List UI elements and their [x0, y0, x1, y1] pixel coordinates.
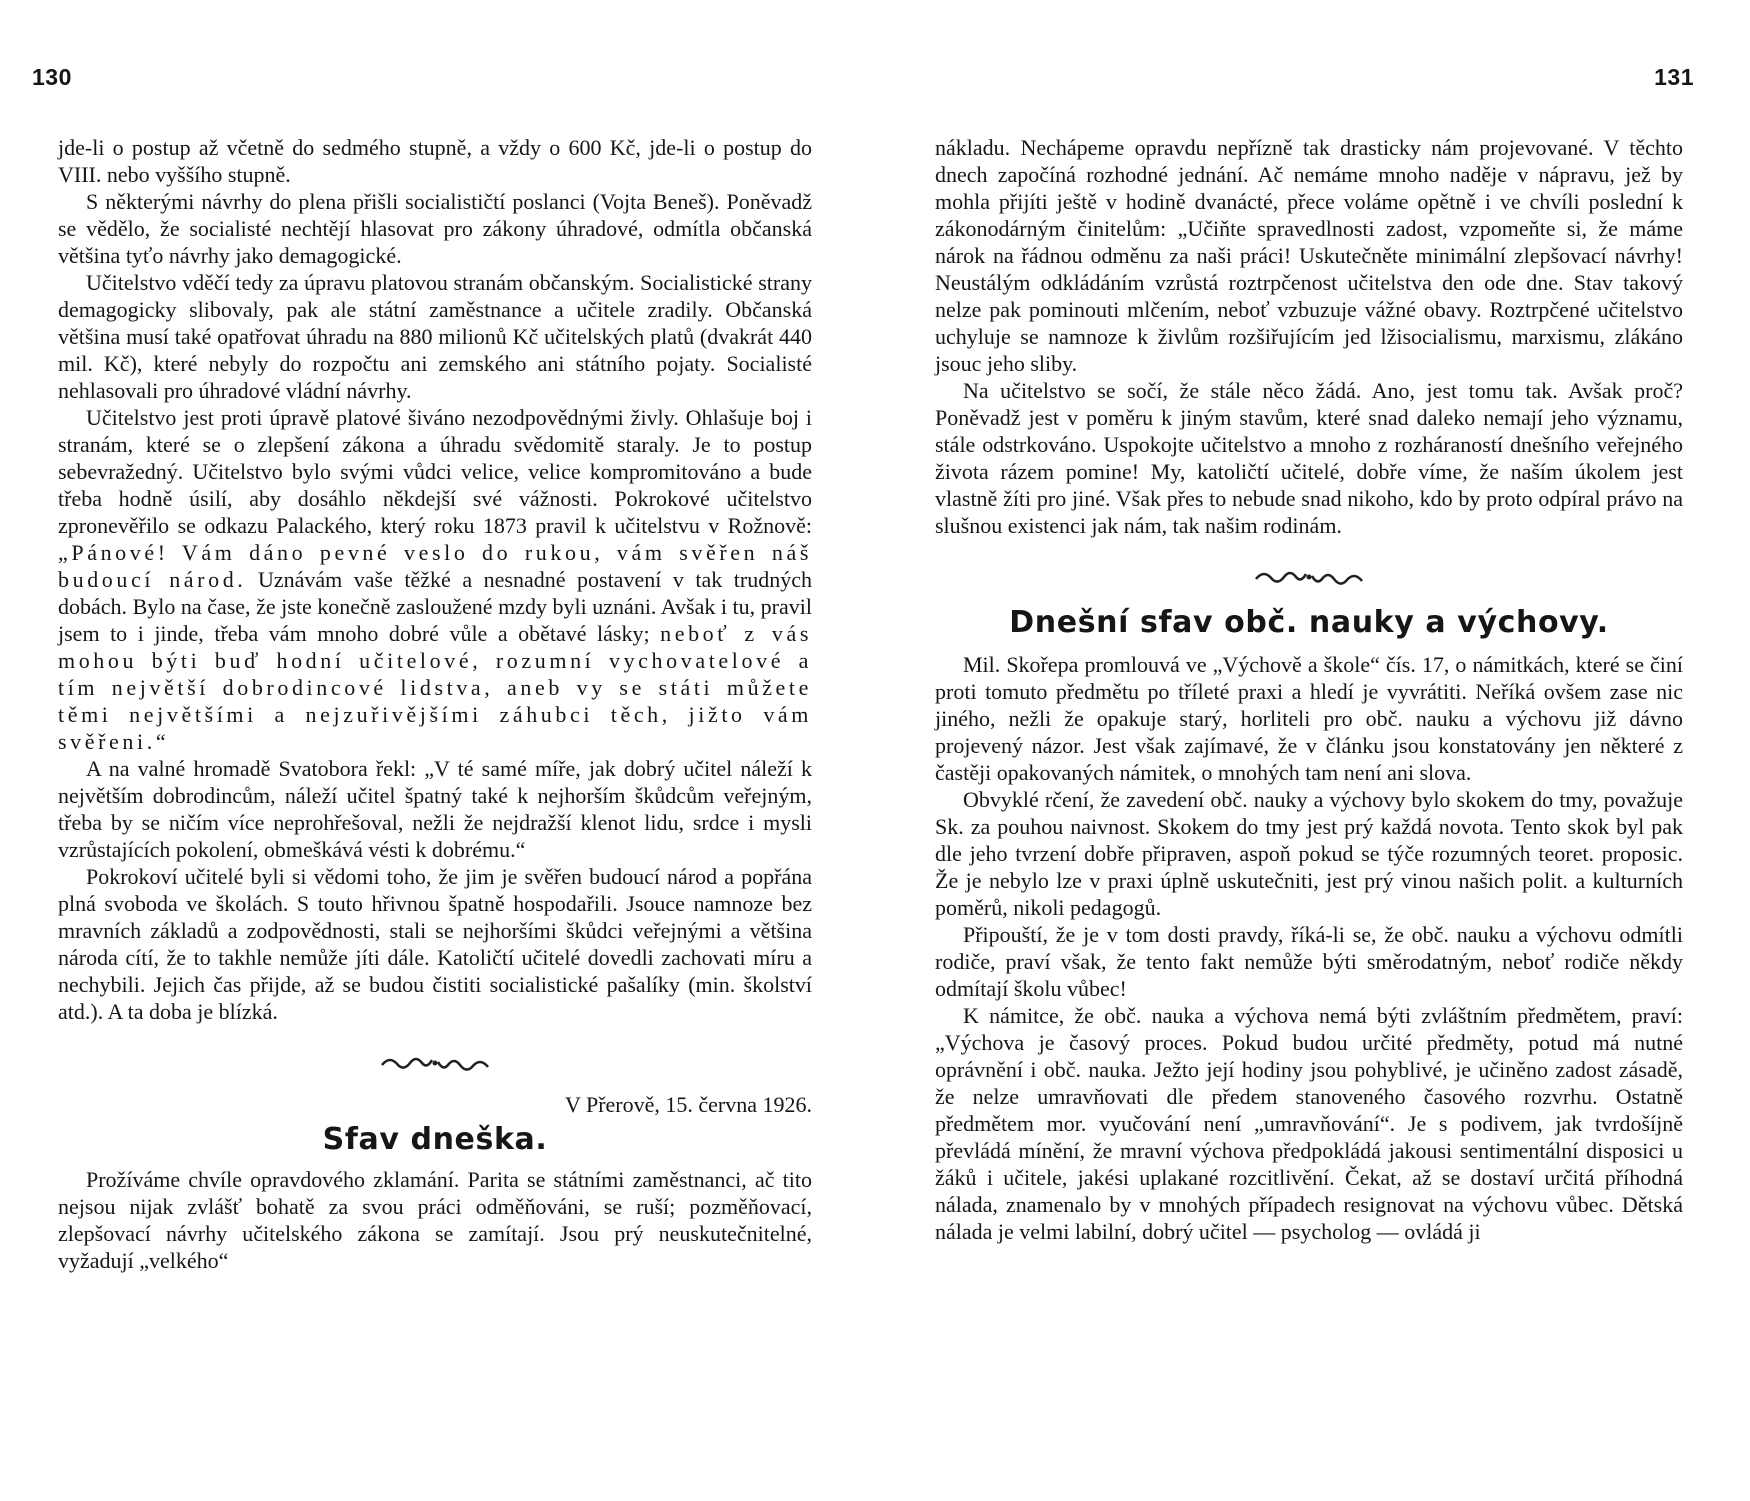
left-text-column	[58, 134, 812, 1274]
paragraph: Připouští, že je v tom dosti pravdy, říká-li se, že obč. nauku a výchovu odmítli rodiče, praví však, že tento fakt nemůže býti směrodatným, neboť rodiče někdy odmítají školu vůbec!	[935, 922, 1683, 1001]
section-title: Sfav dneška.	[322, 1122, 548, 1157]
ornament-icon	[380, 1053, 490, 1073]
paragraph: S některými návrhy do plena přišli socialističtí poslanci (Vojta Beneš). Poněvadž se vědělo, že socialisté nechtějí hlasovat pro zákony úhradové, odmítla občanská většina tyťo návrhy jako demagogické.	[58, 189, 812, 268]
paragraph: Pokrokoví učitelé byli si vědomi toho, že jim je svěřen budoucí národ a popřána plná svoboda ve školách. S touto hřivnou špatně hospodařili. Jsouce namnoze bez mravních základů a zodpovědnosti, stali se nejhoršími škůdci veřejnými a většina národa cítí, že to takhle nemůže jíti dále. Katoličtí učitelé dovedli zachovati míru a nechybili. Jejich čas přijde, až se budou čistiti socialistické pašalíky (min. školství atd.). A ta doba je blízká.	[58, 864, 812, 1024]
ornament-divider	[58, 1043, 812, 1081]
paragraph: A na valné hromadě Svatobora řekl: „V té samé míře, jak dobrý učitel náleží k největším dobrodincům, náleží učitel špatný také k nejhorším škůdcům veřejným, třeba by se ničím více neprohřešoval, nežli že nejdražší klenot lidu, srdce i mysli vzrůstajících pokolení, obmeškává vésti k dobrému.“	[58, 756, 812, 862]
ornament-icon	[1254, 567, 1364, 587]
page-number-left: 130	[32, 64, 72, 90]
paragraph-palacky-quote	[58, 404, 812, 755]
paragraph: Na učitelstvo se sočí, že stále něco žádá. Ano, jest tomu tak. Avšak proč? Poněvadž jest v poměru k jiným stavům, které snad daleko nemají jeho významu, stále odstrkováno. Uspokojte učitelstvo a mnoho z rozháraností dnešního veřejného života rázem pomine! My, katoličtí učitelé, dobře víme, že naším úkolem jest vlastně žíti pro jiné. Však přes to nebude snad nikoho, kdo by proto odpíral právo na slušnou existenci jak nám, tak našim rodinám.	[935, 378, 1683, 538]
paragraph: K námitce, že obč. nauka a výchova nemá býti zvláštním předmětem, praví: „Výchova je časový proces. Pokud budou určité předměty, potud má nutné oprávnění i obč. nauka. Ježto její hodiny jsou pohyblivé, je učiněno zadost zásadě, že nelze umravňovati dle předem stanoveného časového rozvrhu. Ostatně předmětem mor. vyučování není „umravňování“. Je s podivem, jak tvrdošíjně převládá mínění, že mravní výchova předpokládá jakousi sentimentální disposici u žáků i učitele, jakési uplakané rozcitlivění. Čekat, až se dostaví určitá příhodná nálada, znamenalo by v mnohých případech resignovat na výchovu vůbec. Dětská nálada je velmi labilní, dobrý učitel — psycholog — ovládá ji	[935, 1003, 1683, 1244]
paragraph: Mil. Skořepa promlouvá ve „Výchově a škole“ čís. 17, o námitkách, které se činí proti tomuto předmětu po tříleté praxi a hledí je vyvrátiti. Neříká ovšem zase nic jiného, nežli že opakuje starý, horliteli pro obč. nauku a výchovu již dávno projevený názor. Jest však zajímavé, že v článku jsou konstatovány jen některé z častěji opakovaných námitek, o mnohých tam není ani slova.	[935, 652, 1683, 785]
page-number-right: 131	[1654, 64, 1694, 90]
dateline: V Přerově, 15. června 1926.	[564, 1092, 812, 1117]
section-title: Dnešní sfav obč. nauky a výchovy.	[1009, 605, 1609, 640]
ornament-divider	[935, 557, 1683, 595]
paragraph-text: Uznávám vaše těžké a nesnadné postavení v tak trudných dobách. Bylo na čase, že jste konečně zasloužené mzdy byli uznáni. Avšak i tu, pravil jsem to i jinde, třeba vám mnoho dobré vůle a obětavé lásky;	[58, 567, 812, 646]
paragraph: Obvyklé rčení, že zavedení obč. nauky a výchovy bylo skokem do tmy, považuje Sk. za pouhou naivnost. Skokem do tmy jest prý každá novota. Tento skok byl pak dle jeho tvrzení dobře připraven, aspoň pokud se týče rozumných teoret. proposic. Že je nebylo lze v praxi úplně uskutečniti, jest prý vinou našich polit. a kulturních poměrů, nikoli pedagogů.	[935, 787, 1683, 920]
spaced-quote: „Pánové! Vám dáno pevné veslo do rukou, vám svěřen náš budoucí národ.	[58, 540, 812, 592]
paragraph: Učitelstvo vděčí tedy za úpravu platovou stranám občanským. Socialistické strany demagogicky slibovaly, pak ale státní zaměstnance a učitele zradily. Občanská většina musí také opatřovat úhradu na 880 milionů Kč učitelských platů (dvakrát 440 mil. Kč), které nebyly do rozpočtu ani zemského ani státního pojaty. Socialisté nehlasovali pro úhradové vládní návrhy.	[58, 270, 812, 403]
right-page	[875, 0, 1750, 1501]
right-text-column	[935, 134, 1683, 1245]
quote-close: “	[155, 729, 166, 754]
paragraph: nákladu. Nechápeme opravdu nepřízně tak drasticky nám projevované. V těchto dnech započíná rozhodné jednání. Ač nemáme mnoho naděje v nápravu, jež by mohla přijíti ještě v hodině dvanácté, přece voláme opětně i ve chvíli poslední k zákonodárným činitelům: „Učiňte spravedlnosti zadost, vzpomeňte si, že máme nárok na řádnou odměnu za naši práci! Uskutečněte minimální zlepšovací návrhy! Neustálým odkládáním vzrůstá roztrpčenost učitelstva den ode dne. Stav takový nelze pak pominouti mlčením, neboť vzbuzuje vážné obavy. Roztrpčené učitelstvo uchyluje se namnoze k živlům rozšiřujícím jed lžisocialismu, marxismu, zlákáno jsouc jeho sliby.	[935, 135, 1683, 376]
spaced-quote: neboť z vás mohou býti buď hodní učitelové, rozumní vychovatelové a tím největší dobrodincové lidstva, aneb vy se státi můžete těmi největšími a nejzuřivějšími záhubci těch, jižto vám svěřeni.	[58, 621, 812, 754]
paragraph: Prožíváme chvíle opravdového zklamání. Parita se státními zaměstnanci, ač tito nejsou nijak zvlášť bohatě za svou práci odměňováni, se ruší; pozměňovací, zlepšovací návrhy učitelského zákona se zamítají. Jsou prý neuskutečnitelné, vyžadují „velkého“	[58, 1167, 812, 1273]
paragraph-text: Učitelstvo jest proti úpravě platové šiváno nezodpovědnými živly. Ohlašuje boj i stranám, které se o zlepšení zákona a úhradu svědomitě staraly. Je to postup sebevražedný. Učitelstvo bylo svými vůdci velice, velice kompromitováno a bude třeba hodně úsilí, aby dosáhlo někdejší své vážnosti. Pokrokové učitelstvo zpronevěřilo se odkazu Palackého, který roku 1873 pravil k učitelstvu v Rožnově:	[58, 405, 812, 538]
paragraph: jde-li o postup až včetně do sedmého stupně, a vždy o 600 Kč, jde-li o postup do VIII. nebo vyššího stupně.	[58, 135, 812, 187]
